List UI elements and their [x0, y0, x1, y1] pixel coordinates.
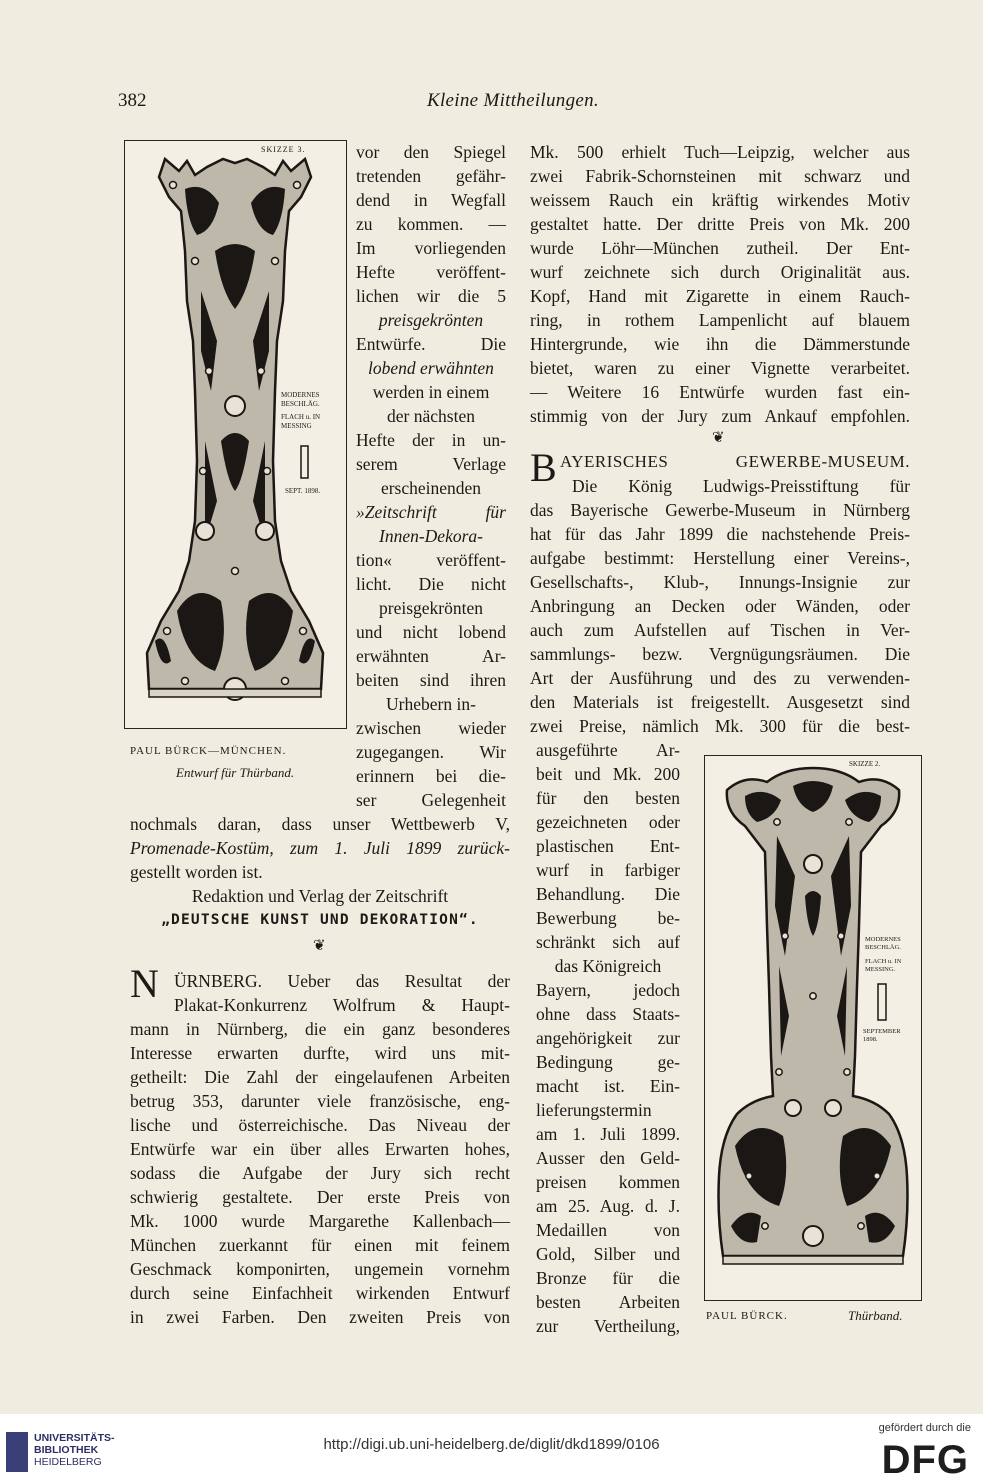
left-col-line: nochmals daran, dass unser Wettbewerb V,: [130, 814, 510, 834]
bayern-line: den Materials ist freigestellt. Ausgesetzt sind: [530, 692, 910, 712]
right-col-line: wurf zeichnete sich durch Originalität aus.: [530, 262, 910, 282]
mid-col-line: Im vorliegenden: [356, 238, 506, 258]
bayern-line: Art der Ausführung und des zu verwenden-: [530, 668, 910, 688]
right-col-line: gestaltet hatte. Der dritte Preis von Mk. 200: [530, 214, 910, 234]
mid-col-line: ser Gelegenheit: [356, 790, 506, 810]
bayern-line: auch zum Aufstellen auf Tischen in Ver-: [530, 620, 910, 640]
library-name-line: UNIVERSITÄTS-: [34, 1432, 115, 1444]
right-col-line: bietet, waren zu einer Vignette verarbeitet.: [530, 358, 910, 378]
fleuron-ornament: ❦: [712, 430, 725, 446]
right-col-line: Hintergrunde, wie ihn die Dämmerstunde: [530, 334, 910, 354]
figure-left-label-date: SEPT. 1898.: [285, 487, 321, 495]
figure-left-caption-title: Entwurf für Thürband.: [176, 765, 295, 780]
nurnberg-line: in zwei Farben. Den zweiten Preis von: [130, 1307, 510, 1327]
mid-col-line: Innen-Dekora-: [379, 526, 483, 546]
figure-left-caption-author: PAUL BÜRCK—MÜNCHEN.: [130, 745, 287, 757]
bayern-narrow-line: Bronze für die: [536, 1268, 680, 1288]
figure-right-caption-author: PAUL BÜRCK.: [706, 1310, 788, 1322]
mid-col-line: und nicht lobend: [356, 622, 506, 642]
page-number: 382: [118, 90, 147, 111]
bayern-narrow-line: besten Arbeiten: [536, 1292, 680, 1312]
redaktion-line: Redaktion und Verlag der Zeitschrift: [191, 886, 449, 906]
bayern-narrow-line: gezeichneten oder: [536, 812, 680, 832]
bayern-narrow-line: am 1. Juli 1899.: [536, 1124, 680, 1144]
mid-col-line: preisgekrönten: [379, 598, 483, 618]
mid-col-line: dend in Wegfall: [356, 190, 506, 210]
bayern-narrow-line: wurf in farbiger: [536, 860, 680, 880]
figure-left-label-top: SKIZZE 3.: [261, 145, 306, 154]
redaktion-journal-title: „DEUTSCHE KUNST UND DEKORATION“.: [161, 912, 479, 928]
figure-right-label-material: FLACH u. IN MESSING.: [865, 958, 902, 973]
bayern-heading: AYERISCHES GEWERBE-MUSEUM.: [560, 452, 910, 471]
figure-right-label-date: SEPTEMBER 1898.: [863, 1028, 901, 1043]
figure-right-door-hinge: [704, 755, 922, 1301]
mid-col-line: serem Verlage: [356, 454, 506, 474]
bayern-narrow-line: lieferungstermin: [536, 1100, 652, 1120]
nurnberg-line: betrug 353, darunter viele französische, eng-: [130, 1091, 510, 1111]
funding-note: gefördert durch die: [878, 1422, 971, 1434]
mid-col-line: Hefte der in un-: [356, 430, 506, 450]
mid-col-line: Entwürfe. Die: [356, 334, 506, 354]
bayern-narrow-line: preisen kommen: [536, 1172, 680, 1192]
bayern-narrow-line: ausgeführte Ar-: [536, 740, 680, 760]
figure-right-label-top: SKIZZE 2.: [849, 760, 881, 768]
mid-col-line: zu kommen. —: [356, 214, 506, 234]
mid-col-line: erinnern bei die-: [356, 766, 506, 786]
mid-col-line: der nächsten: [387, 406, 475, 426]
bayern-narrow-line: angehörigkeit zur: [536, 1028, 680, 1048]
nurnberg-line: mann in Nürnberg, die ein ganz besonderes: [130, 1019, 510, 1039]
bayern-narrow-line: plastischen Ent-: [536, 836, 680, 856]
mid-col-line: vor den Spiegel: [356, 142, 506, 162]
nurnberg-first-line: ÜRNBERG. Ueber das Resultat der: [174, 971, 510, 991]
door-hinge-drawing-left: [125, 141, 346, 728]
mid-col-line: zugegangen. Wir: [356, 742, 506, 762]
bayern-narrow-line: Bayern, jedoch: [536, 980, 680, 1000]
bayern-line: das Bayerische Gewerbe-Museum in Nürnberg: [530, 500, 910, 520]
nurnberg-line: Geschmack komponirten, ungemein vornehm: [130, 1259, 510, 1279]
library-name-line: BIBLIOTHEK: [34, 1444, 99, 1456]
bayern-line: hat für das Jahr 1899 die nachstehende Preis-: [530, 524, 910, 544]
bayern-narrow-line: Gold, Silber und: [536, 1244, 680, 1264]
mid-col-line: lichen wir die 5: [356, 286, 506, 306]
mid-col-line: preisgekrönten: [378, 310, 484, 330]
page-header: [118, 90, 908, 118]
digitization-footer: [0, 1414, 983, 1484]
mid-col-line: tretenden gefähr-: [356, 166, 506, 186]
source-url-link[interactable]: http://digi.ub.uni-heidelberg.de/diglit/dkd1899/0106: [323, 1436, 660, 1453]
bayern-narrow-line: für den besten: [536, 788, 680, 808]
bayern-narrow-line: Medaillen von: [536, 1220, 680, 1240]
dropcap-n: N: [130, 961, 159, 1006]
nurnberg-line: schwierig gestaltete. Der erste Preis von: [130, 1187, 510, 1207]
nurnberg-line: München zuerkannt für einen mit feinem: [130, 1235, 510, 1255]
nurnberg-line: Interesse erwarten durfte, wird uns mit-: [130, 1043, 510, 1063]
bayern-narrow-line: macht ist. Ein-: [536, 1076, 680, 1096]
mid-col-line: zwischen wieder: [356, 718, 506, 738]
nurnberg-line: lische und österreichische. Das Niveau der: [130, 1115, 510, 1135]
right-col-line: zwei Fabrik-Schornsteinen mit schwarz und: [530, 166, 910, 186]
bayern-line: Anbringung an Decken oder Wänden, oder: [530, 596, 910, 616]
right-col-line: stimmig von der Jury zum Ankauf empfohlen.: [530, 406, 910, 426]
running-title: Kleine Mittheilungen.: [427, 90, 599, 111]
nurnberg-line: getheilt: Die Zahl der eingelaufenen Arbeiten: [130, 1067, 510, 1087]
bayern-narrow-line: zur Vertheilung,: [536, 1316, 680, 1336]
mid-col-line: Urhebern in-: [386, 694, 476, 714]
mid-col-line: werden in einem: [372, 382, 490, 402]
bayern-line: Die König Ludwigs-Preisstiftung für: [572, 476, 910, 496]
mid-col-line: tion« veröffent-: [356, 550, 506, 570]
nurnberg-line: durch seine Einfachheit wirkenden Entwurf: [130, 1283, 510, 1303]
library-name-line: HEIDELBERG: [34, 1456, 102, 1468]
bayern-narrow-line: beit und Mk. 200: [536, 764, 680, 784]
bayern-line: Gesellschafts-, Klub-, Innungs-Insignie zur: [530, 572, 910, 592]
dropcap-b: B: [530, 445, 557, 490]
figure-left-label-side: MODERNES BESCHLÄG.: [281, 391, 320, 408]
right-col-line: ring, in rothem Lampenlicht auf blauem: [530, 310, 910, 330]
left-col-line: gestellt worden ist.: [130, 862, 263, 882]
mid-col-line: licht. Die nicht: [356, 574, 506, 594]
left-col-line: Promenade-Kostüm, zum 1. Juli 1899 zurück-: [130, 838, 510, 858]
bayern-line: sammlungs- bezw. Vergnügungsräumen. Die: [530, 644, 910, 664]
bayern-narrow-line: das Königreich: [554, 956, 662, 976]
bayern-narrow-line: am 25. Aug. d. J.: [536, 1196, 680, 1216]
bayern-narrow-line: Bewerbung be-: [536, 908, 680, 928]
right-col-line: — Weitere 16 Entwürfe wurden fast ein-: [530, 382, 910, 402]
bayern-narrow-line: Behandlung. Die: [536, 884, 680, 904]
figure-left-label-material: FLACH u. IN MESSING: [281, 413, 321, 430]
bayern-narrow-line: ohne dass Staats-: [536, 1004, 680, 1024]
mid-col-line: erwähnten Ar-: [356, 646, 506, 666]
figure-right-caption-title: Thürband.: [848, 1308, 903, 1323]
nurnberg-line: sodass die Aufgabe der Jury sich recht: [130, 1163, 510, 1183]
mid-col-line: »Zeitschrift für: [356, 502, 506, 522]
figure-left-door-hinge: [124, 140, 347, 729]
nurnberg-line: Entwürfe war ein über alles Erwarten hohes,: [130, 1139, 510, 1159]
fleuron-ornament: ❦: [313, 938, 326, 954]
bayern-line: zwei Preise, nämlich Mk. 300 für die best-: [530, 716, 910, 736]
bayern-narrow-line: schränkt sich auf: [536, 932, 680, 952]
nurnberg-line: Mk. 1000 wurde Margarethe Kallenbach—: [130, 1211, 510, 1231]
mid-col-line: Hefte veröffent-: [356, 262, 506, 282]
bayern-narrow-line: Bedingung ge-: [536, 1052, 680, 1072]
mid-col-line: beiten sind ihren: [356, 670, 506, 690]
mid-col-line: lobend erwähnten: [368, 358, 494, 378]
figure-right-label-side: MODERNES BESCHLÄG.: [865, 936, 901, 951]
nurnberg-line: Plakat-Konkurrenz Wolfrum & Haupt-: [174, 995, 510, 1015]
bayern-narrow-line: Ausser den Geld-: [536, 1148, 680, 1168]
bayern-line: aufgabe bestimmt: Herstellung einer Vereins-,: [530, 548, 910, 568]
right-col-line: Mk. 500 erhielt Tuch—Leipzig, welcher aus: [530, 142, 910, 162]
right-col-line: weissem Rauch ein kräftig wirkendes Motiv: [530, 190, 910, 210]
mid-col-line: erscheinenden: [380, 478, 482, 498]
right-col-line: Kopf, Hand mit Zigarette in einem Rauch-: [530, 286, 910, 306]
right-col-line: wurde Löhr—München zutheil. Der Ent-: [530, 238, 910, 258]
dfg-logo: DFG: [881, 1438, 969, 1482]
